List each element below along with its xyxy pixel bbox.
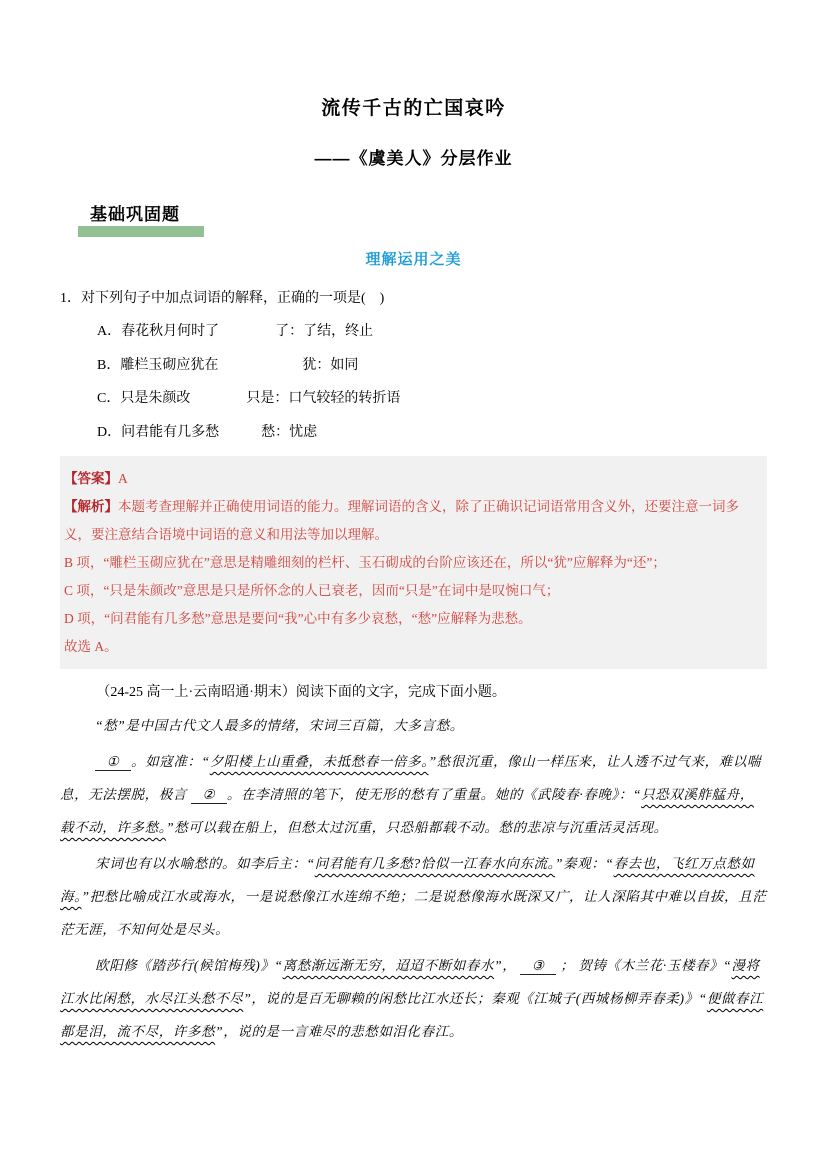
option-d: D．问君能有几多愁 愁：忧虑 [97,424,318,440]
analysis-point-b: B 项，“雕栏玉砌应犹在”意思是精雕细刻的栏杆、玉石砌成的台阶应该还在，所以“犹”应解释为“还”； [64,555,666,570]
answer-analysis-block [60,456,767,669]
page-title: 流传千古的亡国哀吟 [321,98,506,119]
text-segment: 。如寇准：“ [131,754,210,769]
text-segment: ”，说的是一言难尽的悲愁如泪化春江。 [215,1024,463,1039]
wavy-quote-qinguan: 春去也，飞红万点愁如海。 [60,856,755,904]
text-segment: 欧阳修《踏莎行(候馆梅残)》“ [95,958,283,973]
analysis-intro-line [64,493,761,549]
answer-label: 【答案】 [64,471,118,486]
passage-paragraph-1: “愁”是中国古代文人最多的情绪，宋词三百篇，大多言愁。 [95,718,464,733]
wavy-quote-hezhu: 漫将江水比闲愁，水尽江头愁不尽 [60,958,760,1006]
analysis-point-c: C 项，“只是朱颜改”意思是只是所怀念的人已衰老，因而“只是”在词中是叹惋口气； [64,583,560,598]
option-b: B．雕栏玉砌应犹在 犹：如同 [97,357,359,373]
text-segment: ”把愁比喻成江水或海水，一是说愁像江水连绵不绝；二是说愁像海水既深又广，让人深陷其中难以自拔，且茫茫无涯，不知何处是尽头。 [60,889,767,937]
text-segment: ”秦观：“ [555,856,614,871]
passage-paragraph-4 [60,949,767,1048]
wavy-quote-lihouzhu: 问君能有几多愁?恰似一江春水向东流。 [314,856,556,871]
section-header-wrap [60,200,767,240]
passage-paragraph-3 [60,847,767,946]
answer-line [64,465,761,493]
text-segment: ； 贺铸《木兰花·玉楼春》“ [556,958,732,973]
wavy-quote-koujun: 夕阳楼上山重叠，未抵愁春一倍多。 [209,754,429,769]
question-stem: 1．对下列句子中加点词语的解释，正确的一项是( ) [60,291,385,306]
section-header: 基础巩固题 [90,205,180,224]
analysis-label: 【解析】 [64,499,118,514]
blank-slot-2: ② [191,787,227,804]
section-underline-bar [78,226,204,237]
wavy-quote-jiangchengzi: 便做春江都是泪，流不尽，许多愁 [60,991,764,1039]
analysis-intro-text: 本题考查理解并正确使用词语的能力。理解词语的含义，除了正确识记词语常用含义外，还要注意一词多义，要注意结合语境中词语的意义和用法等加以理解。 [64,499,739,542]
wavy-quote-ouyangxiu: 离愁渐远渐无穷，迢迢不断如春水 [282,958,495,973]
blank-slot-3: ③ [520,958,556,975]
answer-value: A [118,471,128,486]
wavy-quote-wulingchun: 只恐双溪舴艋舟，载不动，许多愁。 [60,787,754,835]
text-segment: ”， [494,958,521,973]
text-segment: ”愁可以载在船上，但愁太过沉重，只恐船都载不动。愁的悲凉与沉重活灵活现。 [166,820,668,835]
blank-slot-1: ① [95,754,131,771]
passage-source-line: （24-25 高一上·云南昭通·期末）阅读下面的文字，完成下面小题。 [96,685,506,700]
text-segment: ”愁很沉重，像山一样压来，让人透不过气来，难以喘息，无法摆脱，极言 [60,754,761,802]
page-subtitle: ——《虞美人》分层作业 [314,149,513,168]
subsection-heading: 理解运用之美 [365,251,462,268]
text-segment: 。在李清照的笔下，使无形的愁有了重量。她的《武陵春·春晚》：“ [226,787,642,802]
text-segment: ”，说的是百无聊赖的闲愁比江水还长；秦观《江城子(西城杨柳弄春柔)》“ [243,991,707,1006]
analysis-conclusion: 故选 A。 [64,639,118,654]
option-c: C．只是朱颜改 只是：口气较轻的转折语 [97,391,401,406]
passage-paragraph-2 [60,745,767,844]
text-segment: 宋词也有以水喻愁的。如李后主：“ [95,856,315,871]
analysis-point-d: D 项，“问君能有几多愁”意思是要问“我”心中有多少哀愁，“愁”应解释为悲愁。 [64,611,532,626]
option-a: A．春花秋月何时了 了：了结，终止 [97,324,374,339]
